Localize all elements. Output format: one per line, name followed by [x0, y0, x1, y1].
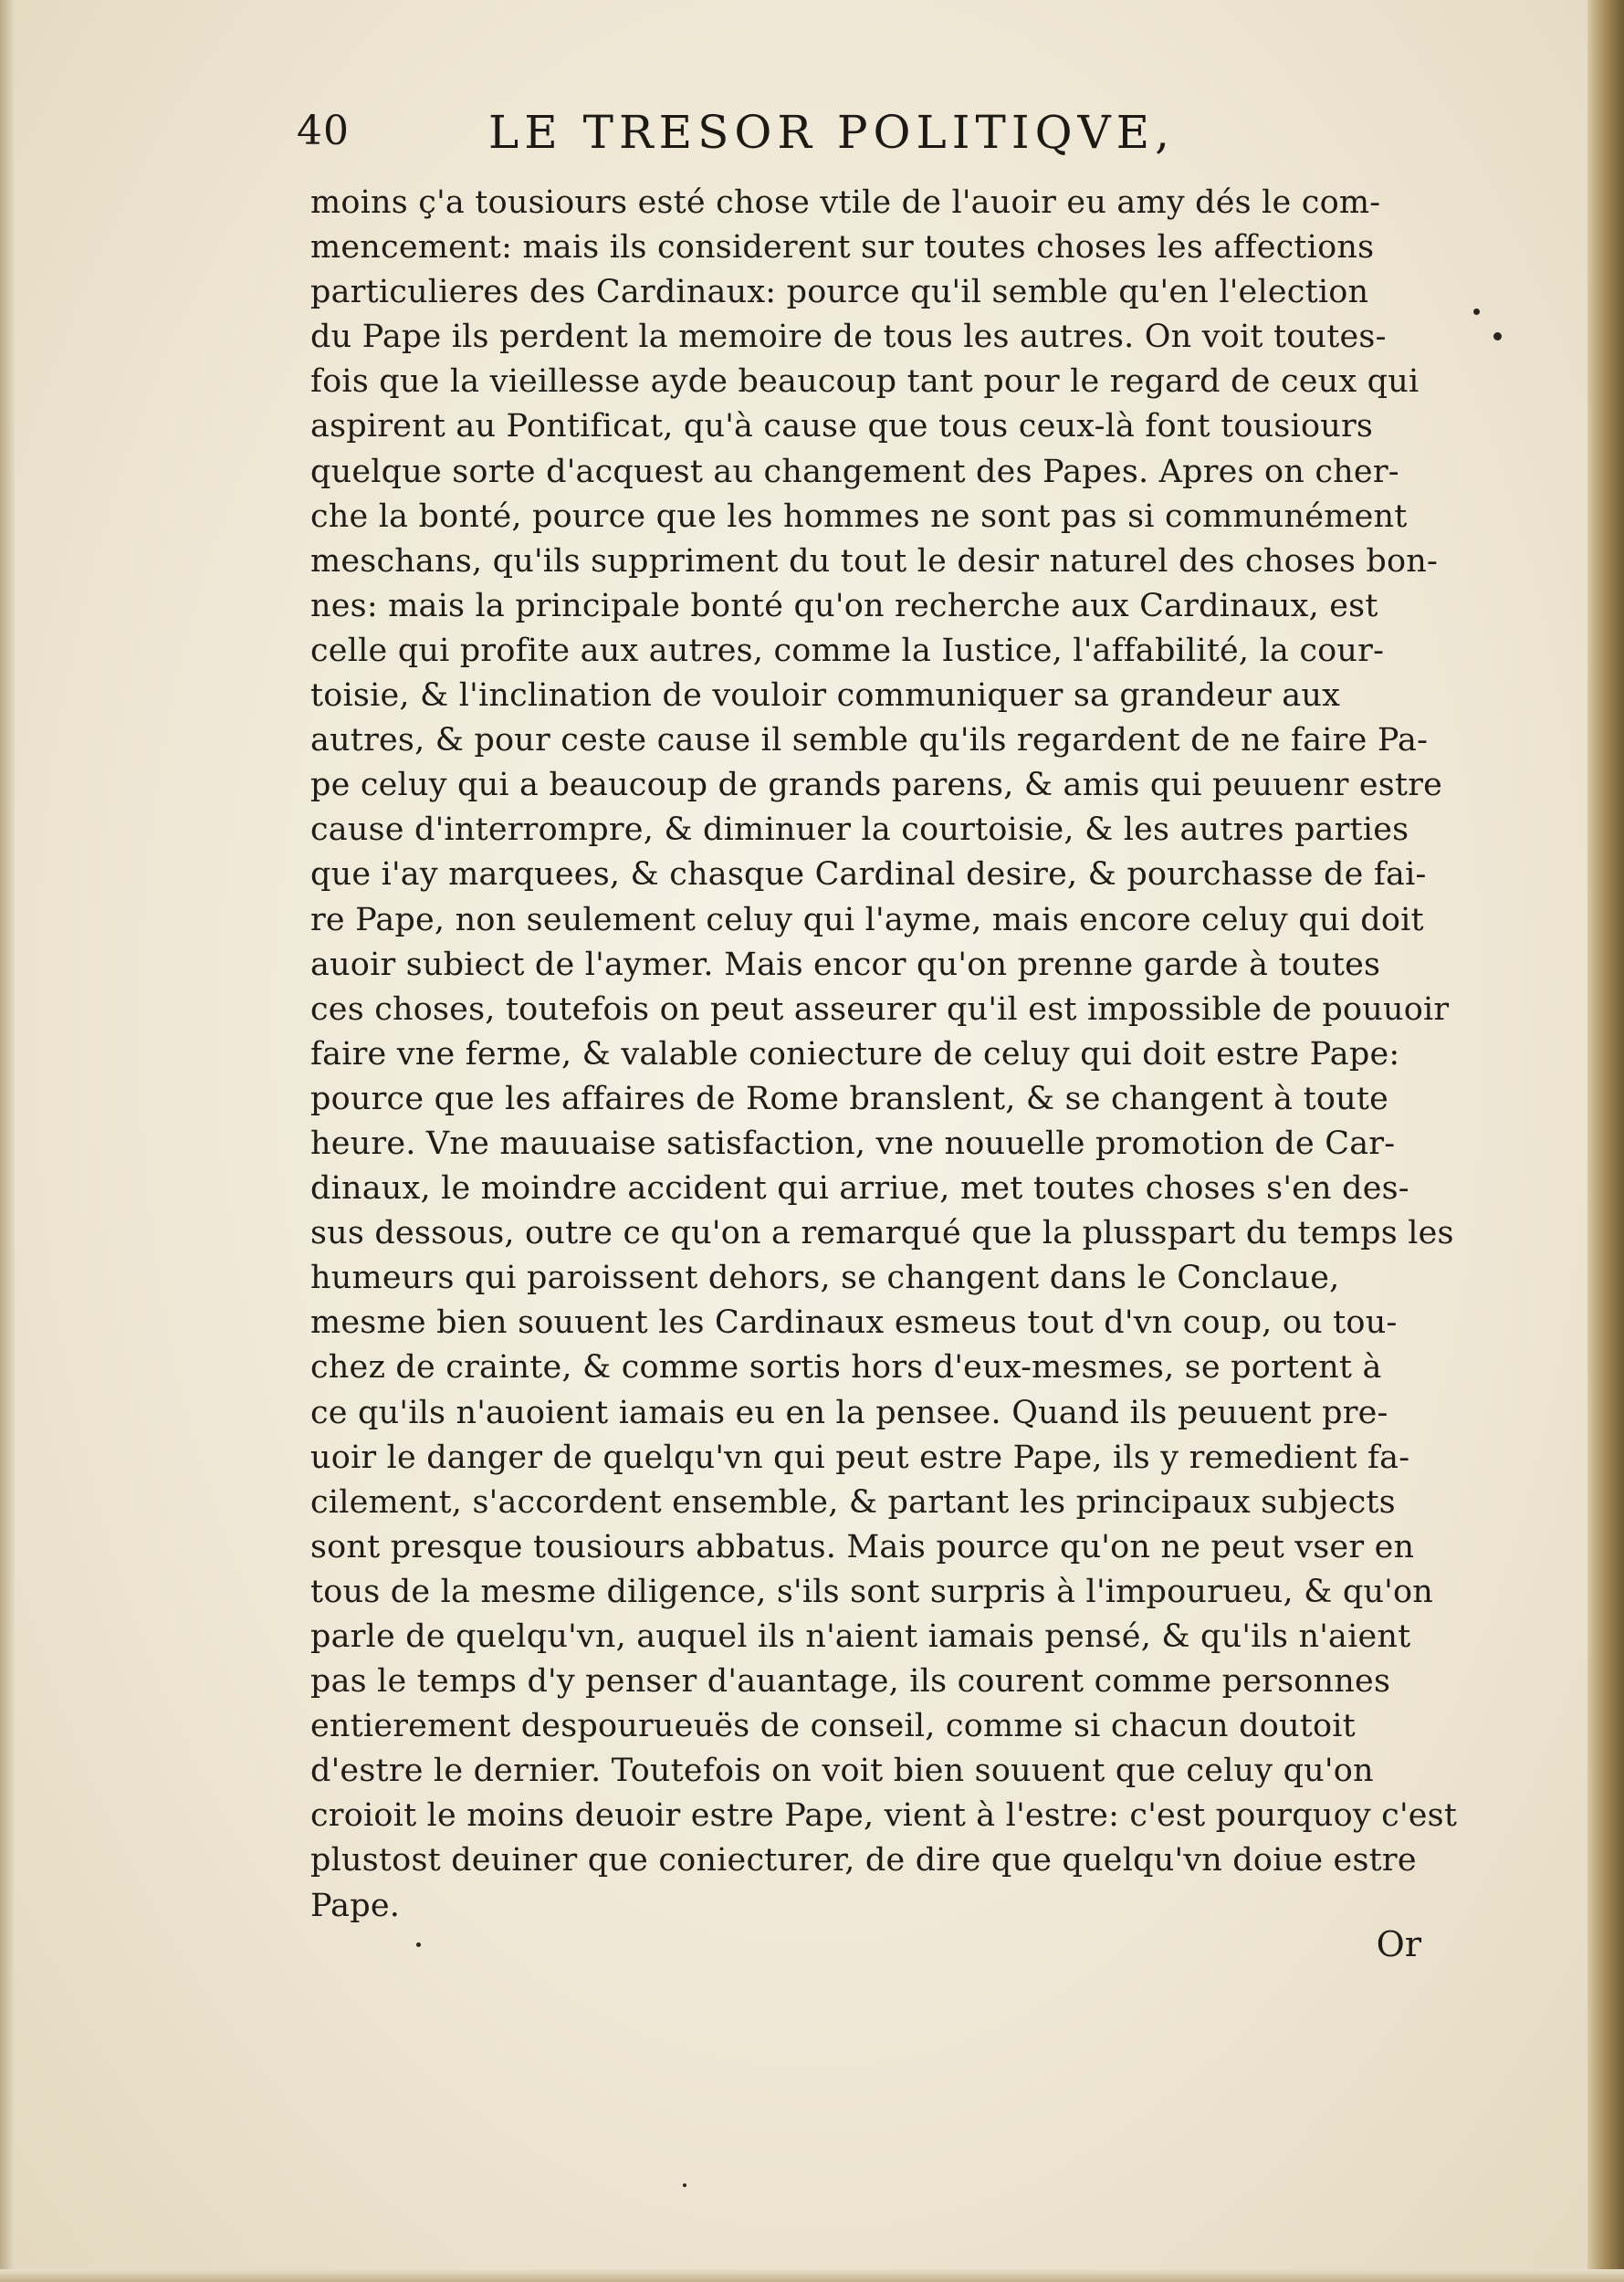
text-line: pas le temps d'y penser d'auantage, ils courent comme personnes: [310, 1663, 1391, 1701]
text-line: particulieres des Cardinaux: pource qu'il semble qu'en l'election: [310, 274, 1369, 311]
ink-speck: [1493, 332, 1502, 340]
running-title: LE TRESOR POLITIQVE,: [488, 106, 1176, 159]
text-line: aspirent au Pontificat, qu'à cause que tous ceux-là font tousiours: [310, 408, 1374, 445]
text-line: cause d'interrompre, & diminuer la courtoisie, & les autres parties: [310, 811, 1409, 849]
page-edge-left: [0, 0, 15, 2282]
page-number: 40: [297, 108, 350, 154]
text-line: nes: mais la principale bonté qu'on recherche aux Cardinaux, est: [310, 587, 1378, 624]
ink-speck: [1473, 309, 1480, 315]
text-line: entierement despourueuës de conseil, comme si chacun doutoit: [310, 1708, 1356, 1745]
text-line: fois que la vieillesse ayde beaucoup tant pour le regard de ceux qui: [310, 363, 1420, 401]
text-line: meschans, qu'ils suppriment du tout le desir naturel des choses bon-: [310, 542, 1439, 580]
text-line: pe celuy qui a beaucoup de grands parens, & amis qui peuuenr estre: [310, 767, 1443, 804]
text-line: humeurs qui paroissent dehors, se changent dans le Conclaue,: [310, 1260, 1340, 1297]
text-line: du Pape ils perdent la memoire de tous les autres. On voit toutes-: [310, 319, 1387, 356]
text-line: quelque sorte d'acquest au changement des Papes. Apres on cher-: [310, 453, 1399, 490]
ink-speck: [416, 1942, 421, 1947]
text-line: mencement: mais ils considerent sur toutes choses les affections: [310, 229, 1375, 267]
text-line: plustost deuiner que coniecturer, de dire que quelqu'vn doiue estre: [310, 1842, 1417, 1879]
text-line: que i'ay marquees, & chasque Cardinal desire, & pourchasse de fai-: [310, 856, 1427, 894]
text-line: d'estre le dernier. Toutefois on voit bien souuent que celuy qu'on: [310, 1753, 1374, 1790]
text-line: faire vne ferme, & valable coniecture de celuy qui doit estre Pape:: [310, 1035, 1400, 1073]
text-line: autres, & pour ceste cause il semble qu'ils regardent de ne faire Pa-: [310, 722, 1429, 759]
text-line: mesme bien souuent les Cardinaux esmeus tout d'vn coup, ou tou-: [310, 1304, 1398, 1342]
text-line: moins ç'a tousiours esté chose vtile de l'auoir eu amy dés le com-: [310, 184, 1381, 221]
page-header: [297, 108, 1429, 172]
catchword: Or: [1376, 1924, 1421, 1964]
text-line: uoir le danger de quelqu'vn qui peut estre Pape, ils y remedient fa-: [310, 1439, 1410, 1476]
text-line: ce qu'ils n'auoient iamais eu en la pensee. Quand ils peuuent pre-: [310, 1394, 1388, 1431]
text-line: celle qui profite aux autres, comme la Iustice, l'affabilité, la cour-: [310, 632, 1385, 669]
text-line: che la bonté, pource que les hommes ne sont pas si communément: [310, 497, 1408, 535]
text-line: heure. Vne mauuaise satisfaction, vne nouuelle promotion de Car-: [310, 1125, 1396, 1162]
text-line: tous de la mesme diligence, s'ils sont surpris à l'impourueu, & qu'on: [310, 1573, 1434, 1610]
text-line: toisie, & l'inclination de vouloir communiquer sa grandeur aux: [310, 677, 1341, 715]
ink-speck: [683, 2183, 686, 2187]
text-line: sont presque tousiours abbatus. Mais pource qu'on ne peut vser en: [310, 1528, 1415, 1565]
page-edge-right: [1587, 0, 1624, 2282]
text-line: auoir subiect de l'aymer. Mais encor qu'on prenne garde à toutes: [310, 946, 1381, 983]
text-line: cilement, s'accordent ensemble, & partant les principaux subjects: [310, 1483, 1396, 1521]
text-line: chez de crainte, & comme sortis hors d'eux-mesmes, se portent à: [310, 1349, 1382, 1387]
text-line: croioit le moins deuoir estre Pape, vient à l'estre: c'est pourquoy c'est: [310, 1797, 1458, 1835]
body-text: [310, 181, 1458, 1929]
text-line: sus dessous, outre ce qu'on a remarqué que la plusspart du temps les: [310, 1215, 1454, 1252]
text-line: Pape.: [310, 1887, 401, 1924]
text-line: pource que les affaires de Rome branslent, & se changent à toute: [310, 1080, 1389, 1117]
text-line: dinaux, le moindre accident qui arriue, met toutes choses s'en des-: [310, 1170, 1409, 1208]
text-line: re Pape, non seulement celuy qui l'ayme, mais encore celuy qui doit: [310, 901, 1424, 938]
text-line: parle de quelqu'vn, auquel ils n'aient iamais pensé, & qu'ils n'aient: [310, 1618, 1411, 1655]
text-line: ces choses, toutefois on peut asseurer qu'il est impossible de pouuoir: [310, 990, 1450, 1028]
page-edge-bottom: [0, 2269, 1624, 2282]
